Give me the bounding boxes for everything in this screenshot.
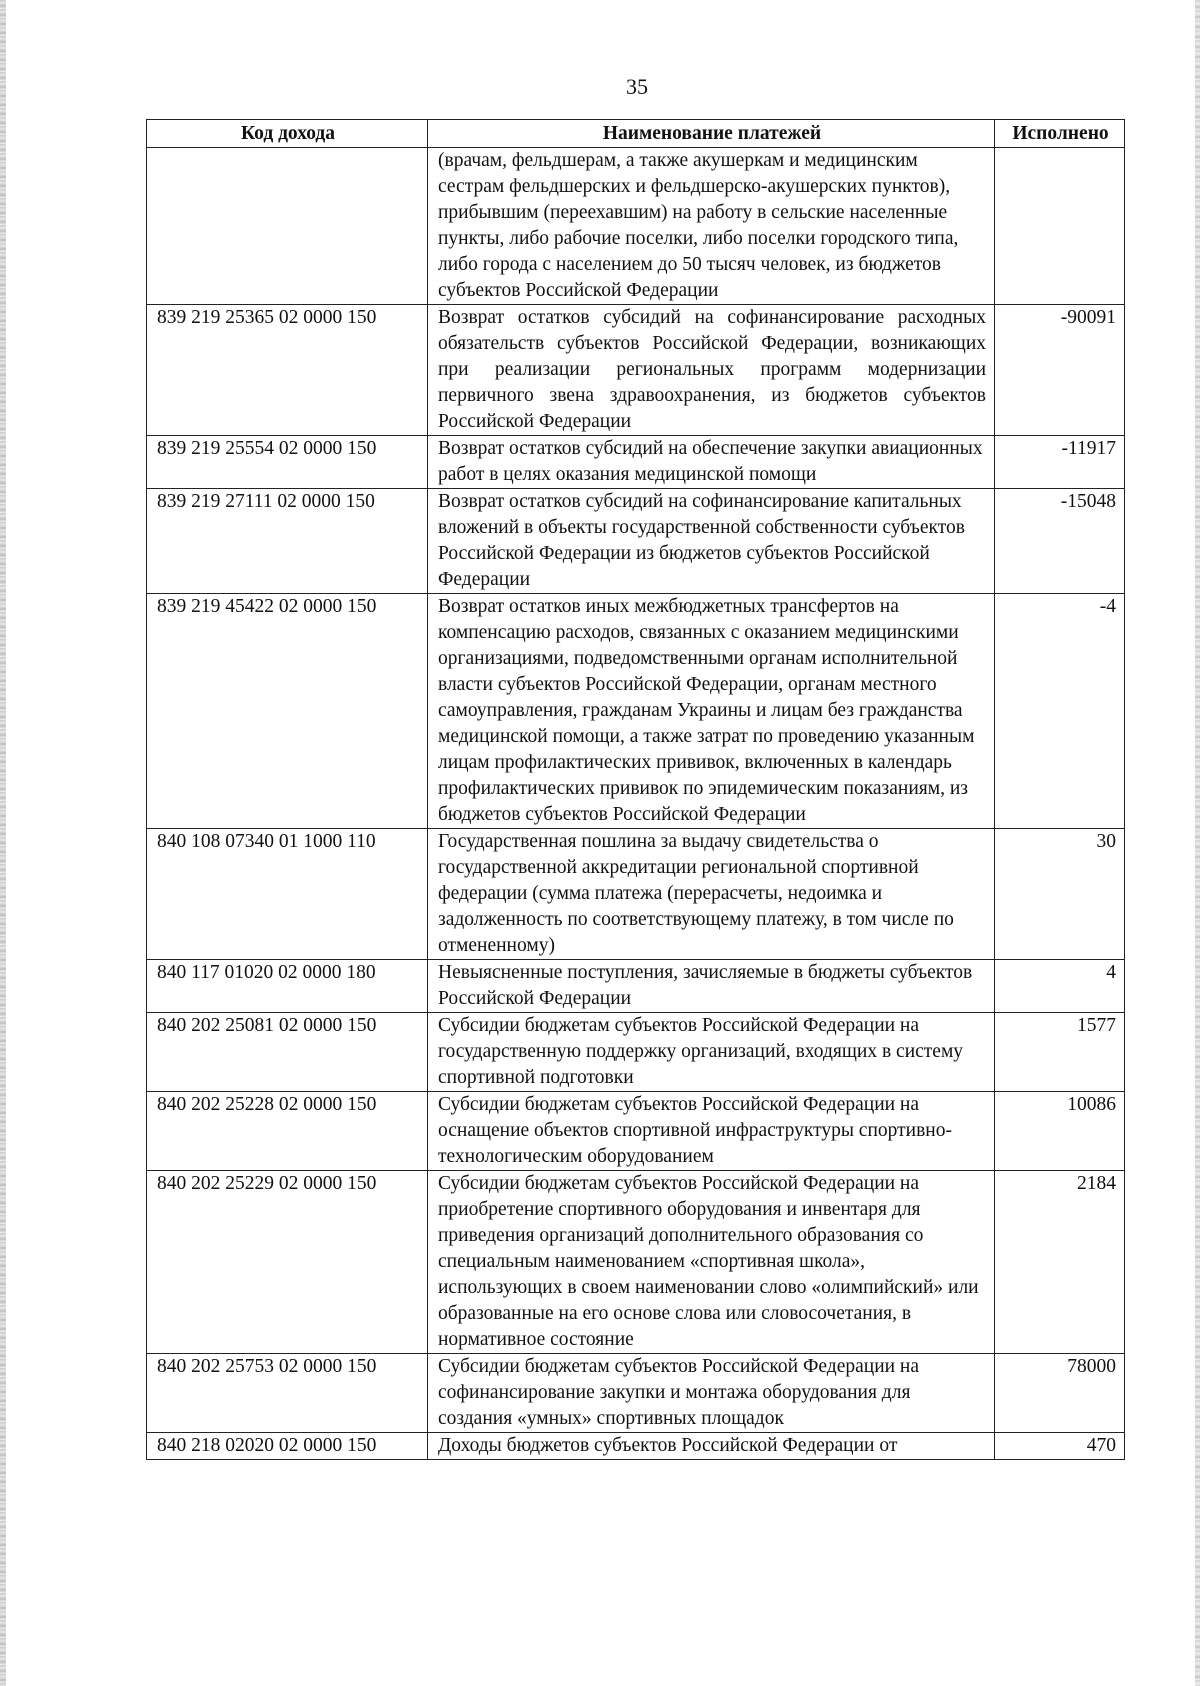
page-number: 35 <box>626 74 648 99</box>
row-code: 840 218 02020 02 0000 150 <box>147 1433 428 1460</box>
row-code: 840 202 25753 02 0000 150 <box>147 1354 428 1433</box>
table-row <box>147 960 1125 1013</box>
header-name: Наименование платежей <box>428 120 995 148</box>
row-code: 840 117 01020 02 0000 180 <box>147 960 428 1013</box>
table-row <box>147 1433 1125 1460</box>
row-code: 839 219 25365 02 0000 150 <box>147 305 428 436</box>
table-row <box>147 148 1125 305</box>
row-name: Возврат остатков иных межбюджетных трансфертов на компенсацию расходов, связанных с оказанием медицинскими организациями, подведомственными органам исполнительной власти субъектов Российской Федерации, органам местного самоуправления, гражданам Украины и лицам без гражданства медицинской помощи, а также затрат по проведению указанным лицам профилактических прививок, включенных в календарь профилактических прививок по эпидемическим показаниям, из бюджетов субъектов Российской Федерации <box>428 594 995 829</box>
table-row <box>147 305 1125 436</box>
scan-edge-left <box>0 0 6 1686</box>
row-name: Возврат остатков субсидий на софинансирование расходных обязательств субъектов Российской Федерации, возникающих при реализации региональных программ модернизации первичного звена здравоохранения, из бюджетов субъектов Российской Федерации <box>428 305 995 436</box>
table-row <box>147 1354 1125 1433</box>
row-executed: -90091 <box>995 305 1125 436</box>
row-code: 839 219 25554 02 0000 150 <box>147 436 428 489</box>
row-code <box>147 148 428 305</box>
row-executed: 78000 <box>995 1354 1125 1433</box>
table-row <box>147 1013 1125 1092</box>
table-row <box>147 1092 1125 1171</box>
table-row <box>147 829 1125 960</box>
row-code: 840 202 25228 02 0000 150 <box>147 1092 428 1171</box>
row-name: Государственная пошлина за выдачу свидетельства о государственной аккредитации региональной спортивной федерации (сумма платежа (перерасчеты, недоимка и задолженность по соответствующему платежу, в том числе по отмененному) <box>428 829 995 960</box>
row-executed: 470 <box>995 1433 1125 1460</box>
row-executed: 4 <box>995 960 1125 1013</box>
row-executed: 2184 <box>995 1171 1125 1354</box>
header-executed: Исполнено <box>995 120 1125 148</box>
table-row <box>147 489 1125 594</box>
row-name: Возврат остатков субсидий на софинансирование капитальных вложений в объекты государственной собственности субъектов Российской Федерации из бюджетов субъектов Российской Федерации <box>428 489 995 594</box>
row-code: 839 219 45422 02 0000 150 <box>147 594 428 829</box>
row-executed: 10086 <box>995 1092 1125 1171</box>
row-code: 839 219 27111 02 0000 150 <box>147 489 428 594</box>
table-header-row <box>147 120 1125 148</box>
row-code: 840 202 25081 02 0000 150 <box>147 1013 428 1092</box>
row-executed: -15048 <box>995 489 1125 594</box>
row-name: Субсидии бюджетам субъектов Российской Федерации на государственную поддержку организаций, входящих в систему спортивной подготовки <box>428 1013 995 1092</box>
row-name: Субсидии бюджетам субъектов Российской Федерации на приобретение спортивного оборудования и инвентаря для приведения организаций дополнительного образования со специальным наименованием «спортивная школа», использующих в своем наименовании слово «олимпийский» или образованные на его основе слова или словосочетания, в нормативное состояние <box>428 1171 995 1354</box>
row-executed: -11917 <box>995 436 1125 489</box>
table-row <box>147 1171 1125 1354</box>
row-name: Субсидии бюджетам субъектов Российской Федерации на софинансирование закупки и монтажа оборудования для создания «умных» спортивных площадок <box>428 1354 995 1433</box>
row-code: 840 108 07340 01 1000 110 <box>147 829 428 960</box>
table-row <box>147 436 1125 489</box>
row-executed: -4 <box>995 594 1125 829</box>
scan-edge-right <box>1195 0 1200 1686</box>
row-name: Субсидии бюджетам субъектов Российской Федерации на оснащение объектов спортивной инфраструктуры спортивно-технологическим оборудованием <box>428 1092 995 1171</box>
row-name: (врачам, фельдшерам, а также акушеркам и медицинским сестрам фельдшерских и фельдшерско-акушерских пунктов), прибывшим (переехавшим) на работу в сельские населенные пункты, либо рабочие поселки, либо поселки городского типа, либо города с населением до 50 тысяч человек, из бюджетов субъектов Российской Федерации <box>428 148 995 305</box>
row-name: Невыясненные поступления, зачисляемые в бюджеты субъектов Российской Федерации <box>428 960 995 1013</box>
header-code: Код дохода <box>147 120 428 148</box>
revenue-table <box>146 119 1125 1460</box>
row-executed: 30 <box>995 829 1125 960</box>
row-name: Возврат остатков субсидий на обеспечение закупки авиационных работ в целях оказания медицинской помощи <box>428 436 995 489</box>
row-name: Доходы бюджетов субъектов Российской Федерации от <box>428 1433 995 1460</box>
row-executed: 1577 <box>995 1013 1125 1092</box>
row-executed <box>995 148 1125 305</box>
table-row <box>147 594 1125 829</box>
row-code: 840 202 25229 02 0000 150 <box>147 1171 428 1354</box>
